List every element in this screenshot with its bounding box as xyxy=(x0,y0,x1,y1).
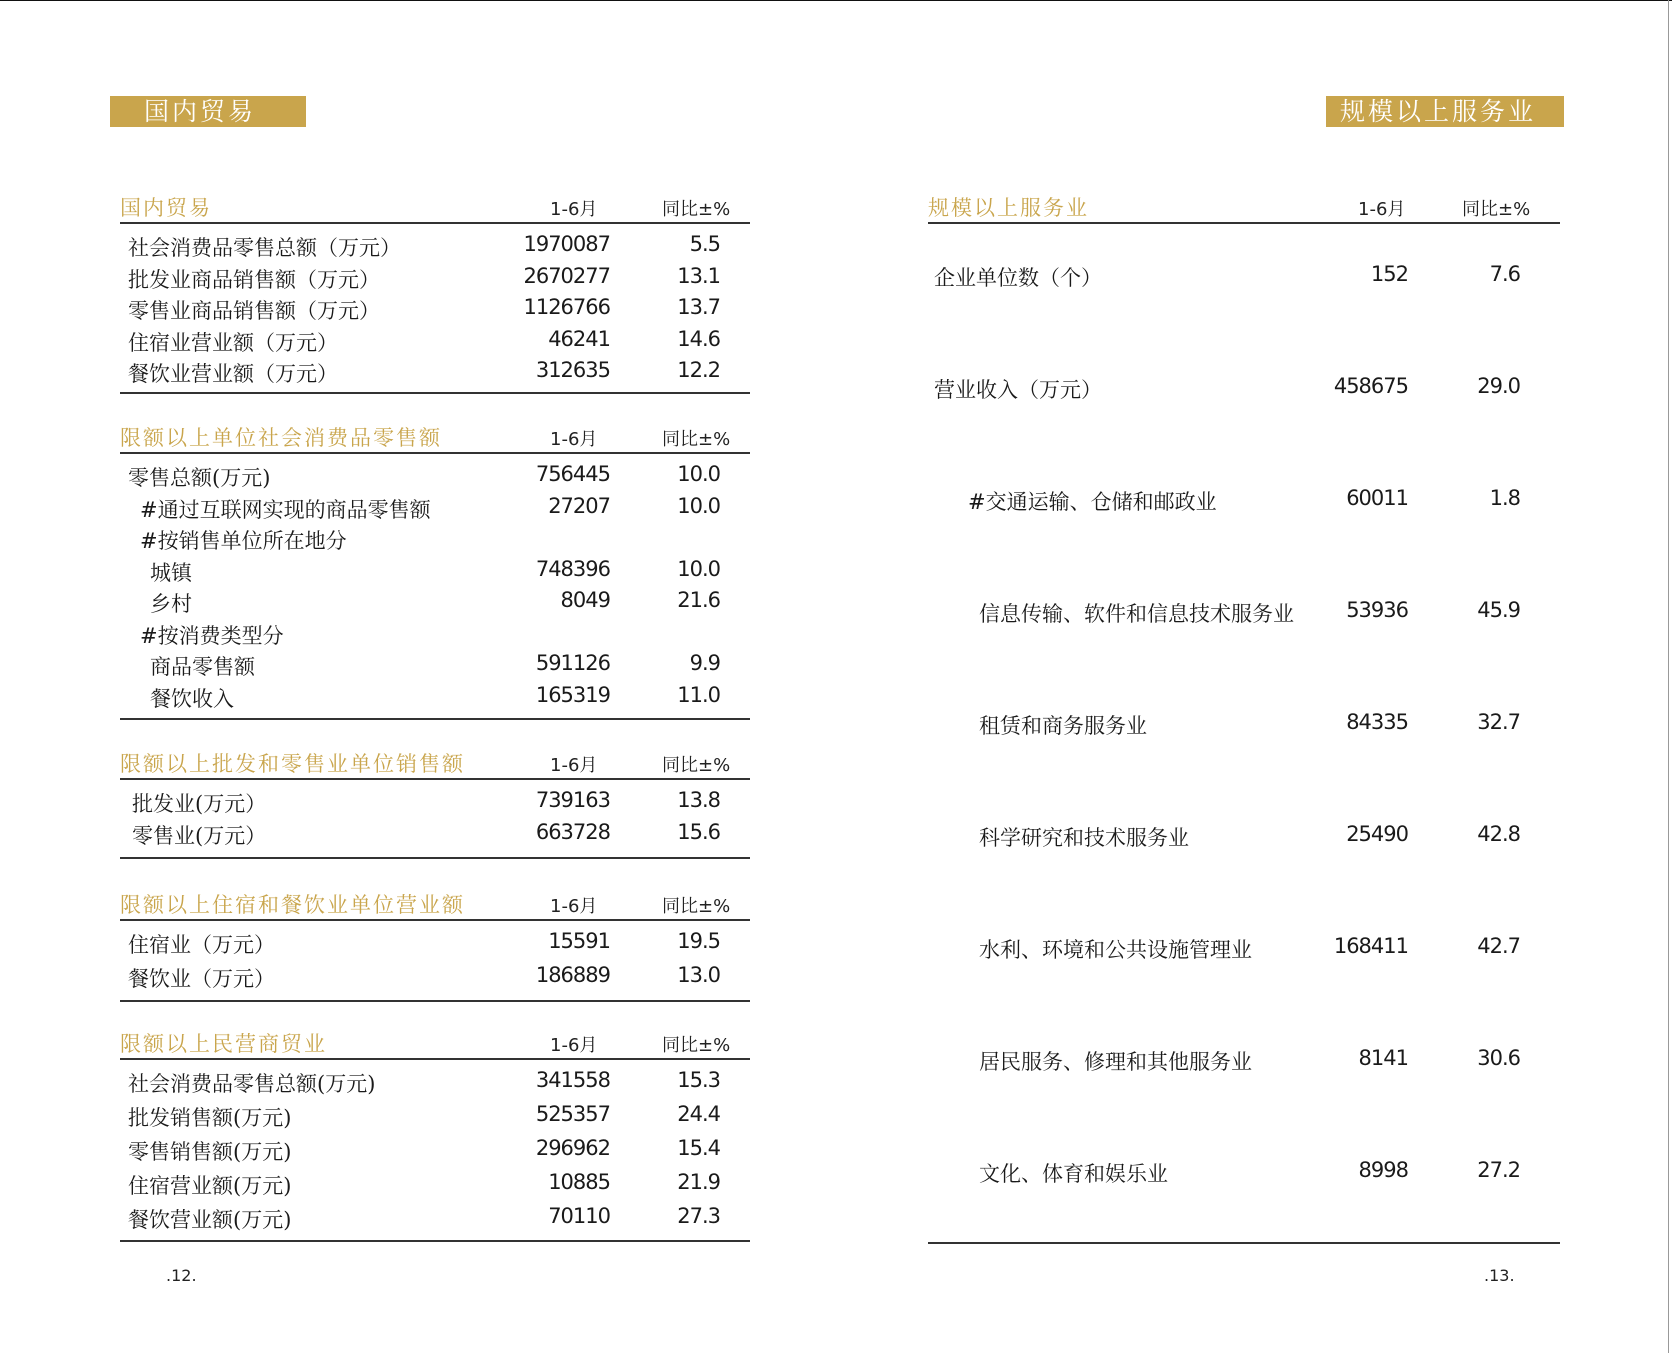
row-change: 13.1 xyxy=(677,263,720,288)
section-end-rule xyxy=(120,392,750,394)
row-value: 186889 xyxy=(535,963,610,987)
row-change: 5.5 xyxy=(689,232,720,256)
row-value: 739163 xyxy=(535,788,610,812)
left-section-4-header xyxy=(120,889,750,919)
table-row xyxy=(120,525,750,553)
table-row xyxy=(120,327,750,355)
left-section-1-header xyxy=(120,192,750,222)
column-header-change: 同比±% xyxy=(662,429,731,450)
page-edge xyxy=(1668,0,1669,1353)
row-label: 商品零售额 xyxy=(150,655,255,679)
column-header-period: 1-6月 xyxy=(1358,199,1406,220)
section-end-rule xyxy=(120,1000,750,1002)
row-value: 312635 xyxy=(535,358,610,382)
left-section-2-header xyxy=(120,422,750,452)
row-value: 1126766 xyxy=(523,295,610,319)
row-change: 15.4 xyxy=(677,1136,720,1160)
section-rule xyxy=(120,222,750,224)
row-change: 7.6 xyxy=(1489,262,1520,286)
row-label: 餐饮收入 xyxy=(150,686,234,711)
row-label: 住宿营业额(万元) xyxy=(128,1174,292,1198)
row-value: 8049 xyxy=(560,588,610,612)
row-label: 租赁和商务服务业 xyxy=(979,714,1147,738)
row-change: 13.8 xyxy=(677,788,720,812)
row-label: 社会消费品零售总额(万元) xyxy=(128,1072,376,1096)
left-section-3-header xyxy=(120,748,750,778)
row-change: 1.8 xyxy=(1489,486,1520,510)
column-header-change: 同比±% xyxy=(662,896,731,917)
column-header-change: 同比±% xyxy=(662,1035,731,1056)
section-end-rule xyxy=(120,1240,750,1242)
table-row xyxy=(928,486,1560,514)
table-row xyxy=(120,494,750,522)
column-header-period: 1-6月 xyxy=(550,199,598,220)
section-rule xyxy=(120,778,750,780)
row-change: 15.3 xyxy=(677,1068,720,1092)
table-row xyxy=(120,1068,750,1096)
column-header-period: 1-6月 xyxy=(550,429,598,450)
table-row xyxy=(120,588,750,616)
row-value: 341558 xyxy=(535,1068,610,1092)
table-row xyxy=(120,557,750,585)
row-label: 零售业商品销售额（万元） xyxy=(128,299,380,323)
row-label: 批发销售额(万元) xyxy=(128,1106,292,1130)
row-value: 8998 xyxy=(1358,1158,1408,1182)
row-value: 458675 xyxy=(1333,374,1408,398)
column-header-change: 同比±% xyxy=(662,755,731,776)
page-number-left: .12. xyxy=(166,1266,197,1285)
section-rule xyxy=(120,919,750,921)
table-row xyxy=(928,262,1560,290)
row-label: 信息传输、软件和信息技术服务业 xyxy=(979,602,1294,626)
table-row xyxy=(928,822,1560,850)
section-title: 限额以上民营商贸业 xyxy=(120,1032,327,1056)
row-label: 住宿业（万元） xyxy=(128,933,275,957)
row-value: 84335 xyxy=(1346,710,1408,734)
column-header-change: 同比±% xyxy=(662,199,731,220)
section-title: 国内贸易 xyxy=(120,196,212,220)
row-change: 12.2 xyxy=(677,358,720,382)
row-label: 社会消费品零售总额（万元） xyxy=(128,236,401,260)
row-label: 零售销售额(万元) xyxy=(128,1140,292,1164)
row-label: 科学研究和技术服务业 xyxy=(979,826,1189,850)
row-value: 60011 xyxy=(1346,486,1408,510)
row-change: 14.6 xyxy=(677,326,720,351)
row-label: 住宿业营业额（万元） xyxy=(128,330,338,355)
row-value: 756445 xyxy=(535,462,610,486)
row-change: 10.0 xyxy=(677,493,720,518)
row-value: 15591 xyxy=(548,929,610,953)
row-change: 11.0 xyxy=(677,682,720,707)
table-row xyxy=(120,683,750,711)
row-value: 165319 xyxy=(535,682,610,707)
row-value: 8141 xyxy=(1358,1046,1408,1070)
row-change: 15.6 xyxy=(677,820,720,844)
row-value: 46241 xyxy=(548,326,610,351)
table-row xyxy=(928,934,1560,962)
row-label: 餐饮业（万元） xyxy=(128,967,275,991)
row-change: 27.3 xyxy=(677,1204,720,1228)
right-section-tag: 规模以上服务业 xyxy=(1326,96,1564,127)
table-row xyxy=(120,232,750,260)
column-header-period: 1-6月 xyxy=(550,755,598,776)
row-value: 10885 xyxy=(548,1170,610,1194)
row-change: 45.9 xyxy=(1477,598,1520,622)
row-label: 水利、环境和公共设施管理业 xyxy=(979,938,1252,962)
row-value: 748396 xyxy=(535,556,610,581)
table-row xyxy=(120,1204,750,1232)
top-border xyxy=(0,0,1672,1)
column-header-period: 1-6月 xyxy=(550,896,598,917)
column-header-period: 1-6月 xyxy=(550,1035,598,1056)
section-title: 限额以上批发和零售业单位销售额 xyxy=(120,752,465,776)
row-label: #交通运输、仓储和邮政业 xyxy=(968,490,1217,514)
row-value: 591126 xyxy=(535,651,610,675)
table-row xyxy=(120,620,750,648)
row-change: 42.7 xyxy=(1477,934,1520,958)
table-row xyxy=(120,1102,750,1130)
row-value: 296962 xyxy=(535,1136,610,1160)
row-value: 168411 xyxy=(1333,934,1408,958)
row-change: 13.7 xyxy=(677,295,720,319)
row-label: 营业收入（万元） xyxy=(934,378,1102,402)
left-section-tag: 国内贸易 xyxy=(110,96,306,127)
row-value: 1970087 xyxy=(523,232,610,256)
section-end-rule xyxy=(928,1242,1560,1244)
table-row xyxy=(928,374,1560,402)
table-row xyxy=(120,264,750,292)
row-value: 70110 xyxy=(548,1204,610,1228)
row-change: 24.4 xyxy=(677,1102,720,1126)
table-row xyxy=(120,462,750,490)
section-rule xyxy=(120,452,750,454)
row-change: 21.6 xyxy=(677,588,720,612)
section-end-rule xyxy=(120,857,750,859)
table-row xyxy=(928,710,1560,738)
row-label: 批发业(万元） xyxy=(132,792,267,816)
row-change: 10.0 xyxy=(677,556,720,581)
table-row xyxy=(120,929,750,957)
row-label: 城镇 xyxy=(150,560,192,585)
section-rule xyxy=(120,1058,750,1060)
section-title: 限额以上单位社会消费品零售额 xyxy=(120,426,442,450)
row-value: 53936 xyxy=(1346,598,1408,622)
table-row xyxy=(120,1136,750,1164)
row-change: 27.2 xyxy=(1477,1158,1520,1182)
row-label: 餐饮营业额(万元) xyxy=(128,1208,292,1232)
column-header-change: 同比±% xyxy=(1462,199,1531,220)
row-change: 30.6 xyxy=(1477,1046,1520,1070)
table-row xyxy=(120,963,750,991)
row-label: 居民服务、修理和其他服务业 xyxy=(979,1050,1252,1074)
row-value: 525357 xyxy=(535,1102,610,1126)
row-label: 餐饮业营业额（万元） xyxy=(128,362,338,386)
row-change: 19.5 xyxy=(677,929,720,953)
row-value: 2670277 xyxy=(523,263,610,288)
row-label: 乡村 xyxy=(150,592,192,616)
table-row xyxy=(928,598,1560,626)
table-row xyxy=(120,820,750,848)
page-number-right: .13. xyxy=(1484,1266,1515,1285)
table-row xyxy=(120,788,750,816)
row-label: 文化、体育和娱乐业 xyxy=(979,1162,1168,1186)
section-title: 限额以上住宿和餐饮业单位营业额 xyxy=(120,893,465,917)
section-title: 规模以上服务业 xyxy=(928,196,1089,220)
row-change: 21.9 xyxy=(677,1170,720,1194)
row-label: #按销售单位所在地分 xyxy=(140,529,347,553)
row-label: 企业单位数（个） xyxy=(934,266,1102,290)
row-value: 663728 xyxy=(535,820,610,844)
table-row xyxy=(120,295,750,323)
row-change: 13.0 xyxy=(677,963,720,987)
row-label: #按消费类型分 xyxy=(140,623,284,648)
row-value: 25490 xyxy=(1346,822,1408,846)
row-change: 10.0 xyxy=(677,462,720,486)
row-change: 42.8 xyxy=(1477,822,1520,846)
row-label: 零售总额(万元) xyxy=(128,466,271,490)
row-label: #通过互联网实现的商品零售额 xyxy=(140,497,431,522)
row-value: 152 xyxy=(1370,262,1408,286)
table-row xyxy=(120,358,750,386)
table-row xyxy=(928,1046,1560,1074)
table-row xyxy=(120,651,750,679)
section-end-rule xyxy=(120,718,750,720)
left-section-5-header xyxy=(120,1028,750,1058)
section-rule xyxy=(928,222,1560,224)
row-change: 32.7 xyxy=(1477,710,1520,734)
row-label: 批发业商品销售额（万元） xyxy=(128,267,380,292)
table-row xyxy=(120,1170,750,1198)
row-value: 27207 xyxy=(548,493,610,518)
right-section-header xyxy=(928,192,1560,222)
row-change: 29.0 xyxy=(1477,374,1520,398)
table-row xyxy=(928,1158,1560,1186)
row-change: 9.9 xyxy=(689,651,720,675)
row-label: 零售业(万元） xyxy=(132,824,267,848)
